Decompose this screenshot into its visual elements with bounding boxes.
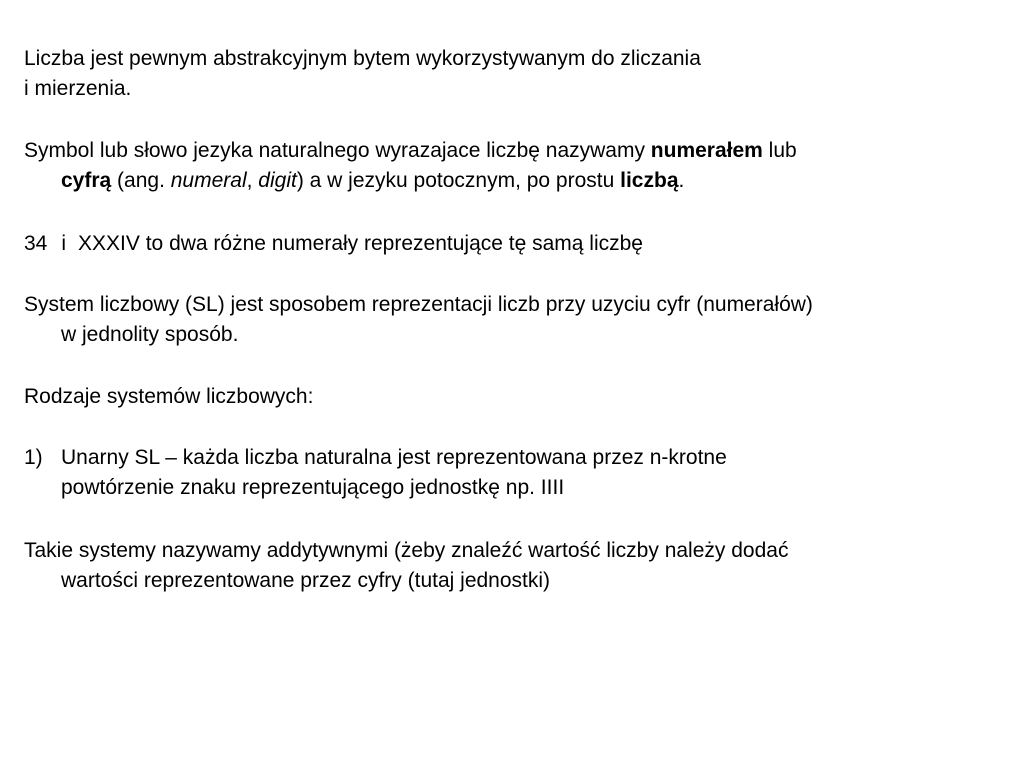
numeral-text-2: lub bbox=[762, 139, 797, 162]
numeral-term-italic: numeral bbox=[170, 169, 247, 192]
digit-term-italic: digit bbox=[258, 169, 297, 192]
numeral-text-6: . bbox=[678, 169, 685, 192]
example-roman-text: XXXIV to dwa różne numerały reprezentujące tę samą liczbę bbox=[78, 232, 643, 255]
additive-line-1: Takie systemy nazywamy addytywnymi (żeby znaleźć wartość liczby należy dodać bbox=[24, 539, 789, 562]
numeral-line-2 bbox=[24, 166, 1004, 196]
number-term-bold: liczbą bbox=[620, 169, 679, 192]
numeral-line-1 bbox=[24, 136, 1004, 166]
list-item-body bbox=[61, 443, 1001, 503]
types-heading bbox=[24, 382, 1004, 412]
system-line-1: System liczbowy (SL) jest sposobem reprezentacji liczb przy uzyciu cyfr (numerałów) bbox=[24, 293, 813, 316]
definition-line-1: Liczba jest pewnym abstrakcyjnym bytem wykorzystywanym do zliczania bbox=[24, 47, 701, 70]
numeral-text-3: (ang. bbox=[111, 169, 171, 192]
system-line-2: w jednolity sposób. bbox=[61, 323, 239, 346]
definition-paragraph bbox=[24, 44, 1004, 104]
types-heading-text: Rodzaje systemów liczbowych: bbox=[24, 385, 314, 408]
example-paragraph bbox=[24, 229, 1004, 259]
example-arabic: 34 bbox=[24, 232, 48, 255]
additive-line-2: wartości reprezentowane przez cyfry (tutaj jednostki) bbox=[61, 569, 551, 592]
definition-line-2: i mierzenia. bbox=[24, 77, 132, 100]
digit-term-bold: cyfrą bbox=[61, 169, 112, 192]
list-item-line-1: Unarny SL – każda liczba naturalna jest reprezentowana przez n-krotne bbox=[61, 446, 727, 469]
example-conjunction: i bbox=[61, 232, 67, 255]
list-item bbox=[24, 443, 1004, 503]
list-item-number: 1) bbox=[24, 446, 43, 469]
numeral-text-1: Symbol lub słowo jezyka naturalnego wyrazajace liczbę nazywamy bbox=[24, 139, 651, 162]
system-paragraph bbox=[24, 290, 1004, 350]
numeral-term-bold: numerałem bbox=[650, 139, 763, 162]
additive-paragraph bbox=[24, 536, 1004, 596]
example-line bbox=[24, 229, 1004, 259]
list-item-line-2: powtórzenie znaku reprezentującego jednostkę np. IIII bbox=[61, 476, 565, 499]
numeral-paragraph bbox=[24, 136, 1004, 196]
numeral-text-5: ) a w jezyku potocznym, po prostu bbox=[296, 169, 621, 192]
numeral-text-4: , bbox=[246, 169, 259, 192]
